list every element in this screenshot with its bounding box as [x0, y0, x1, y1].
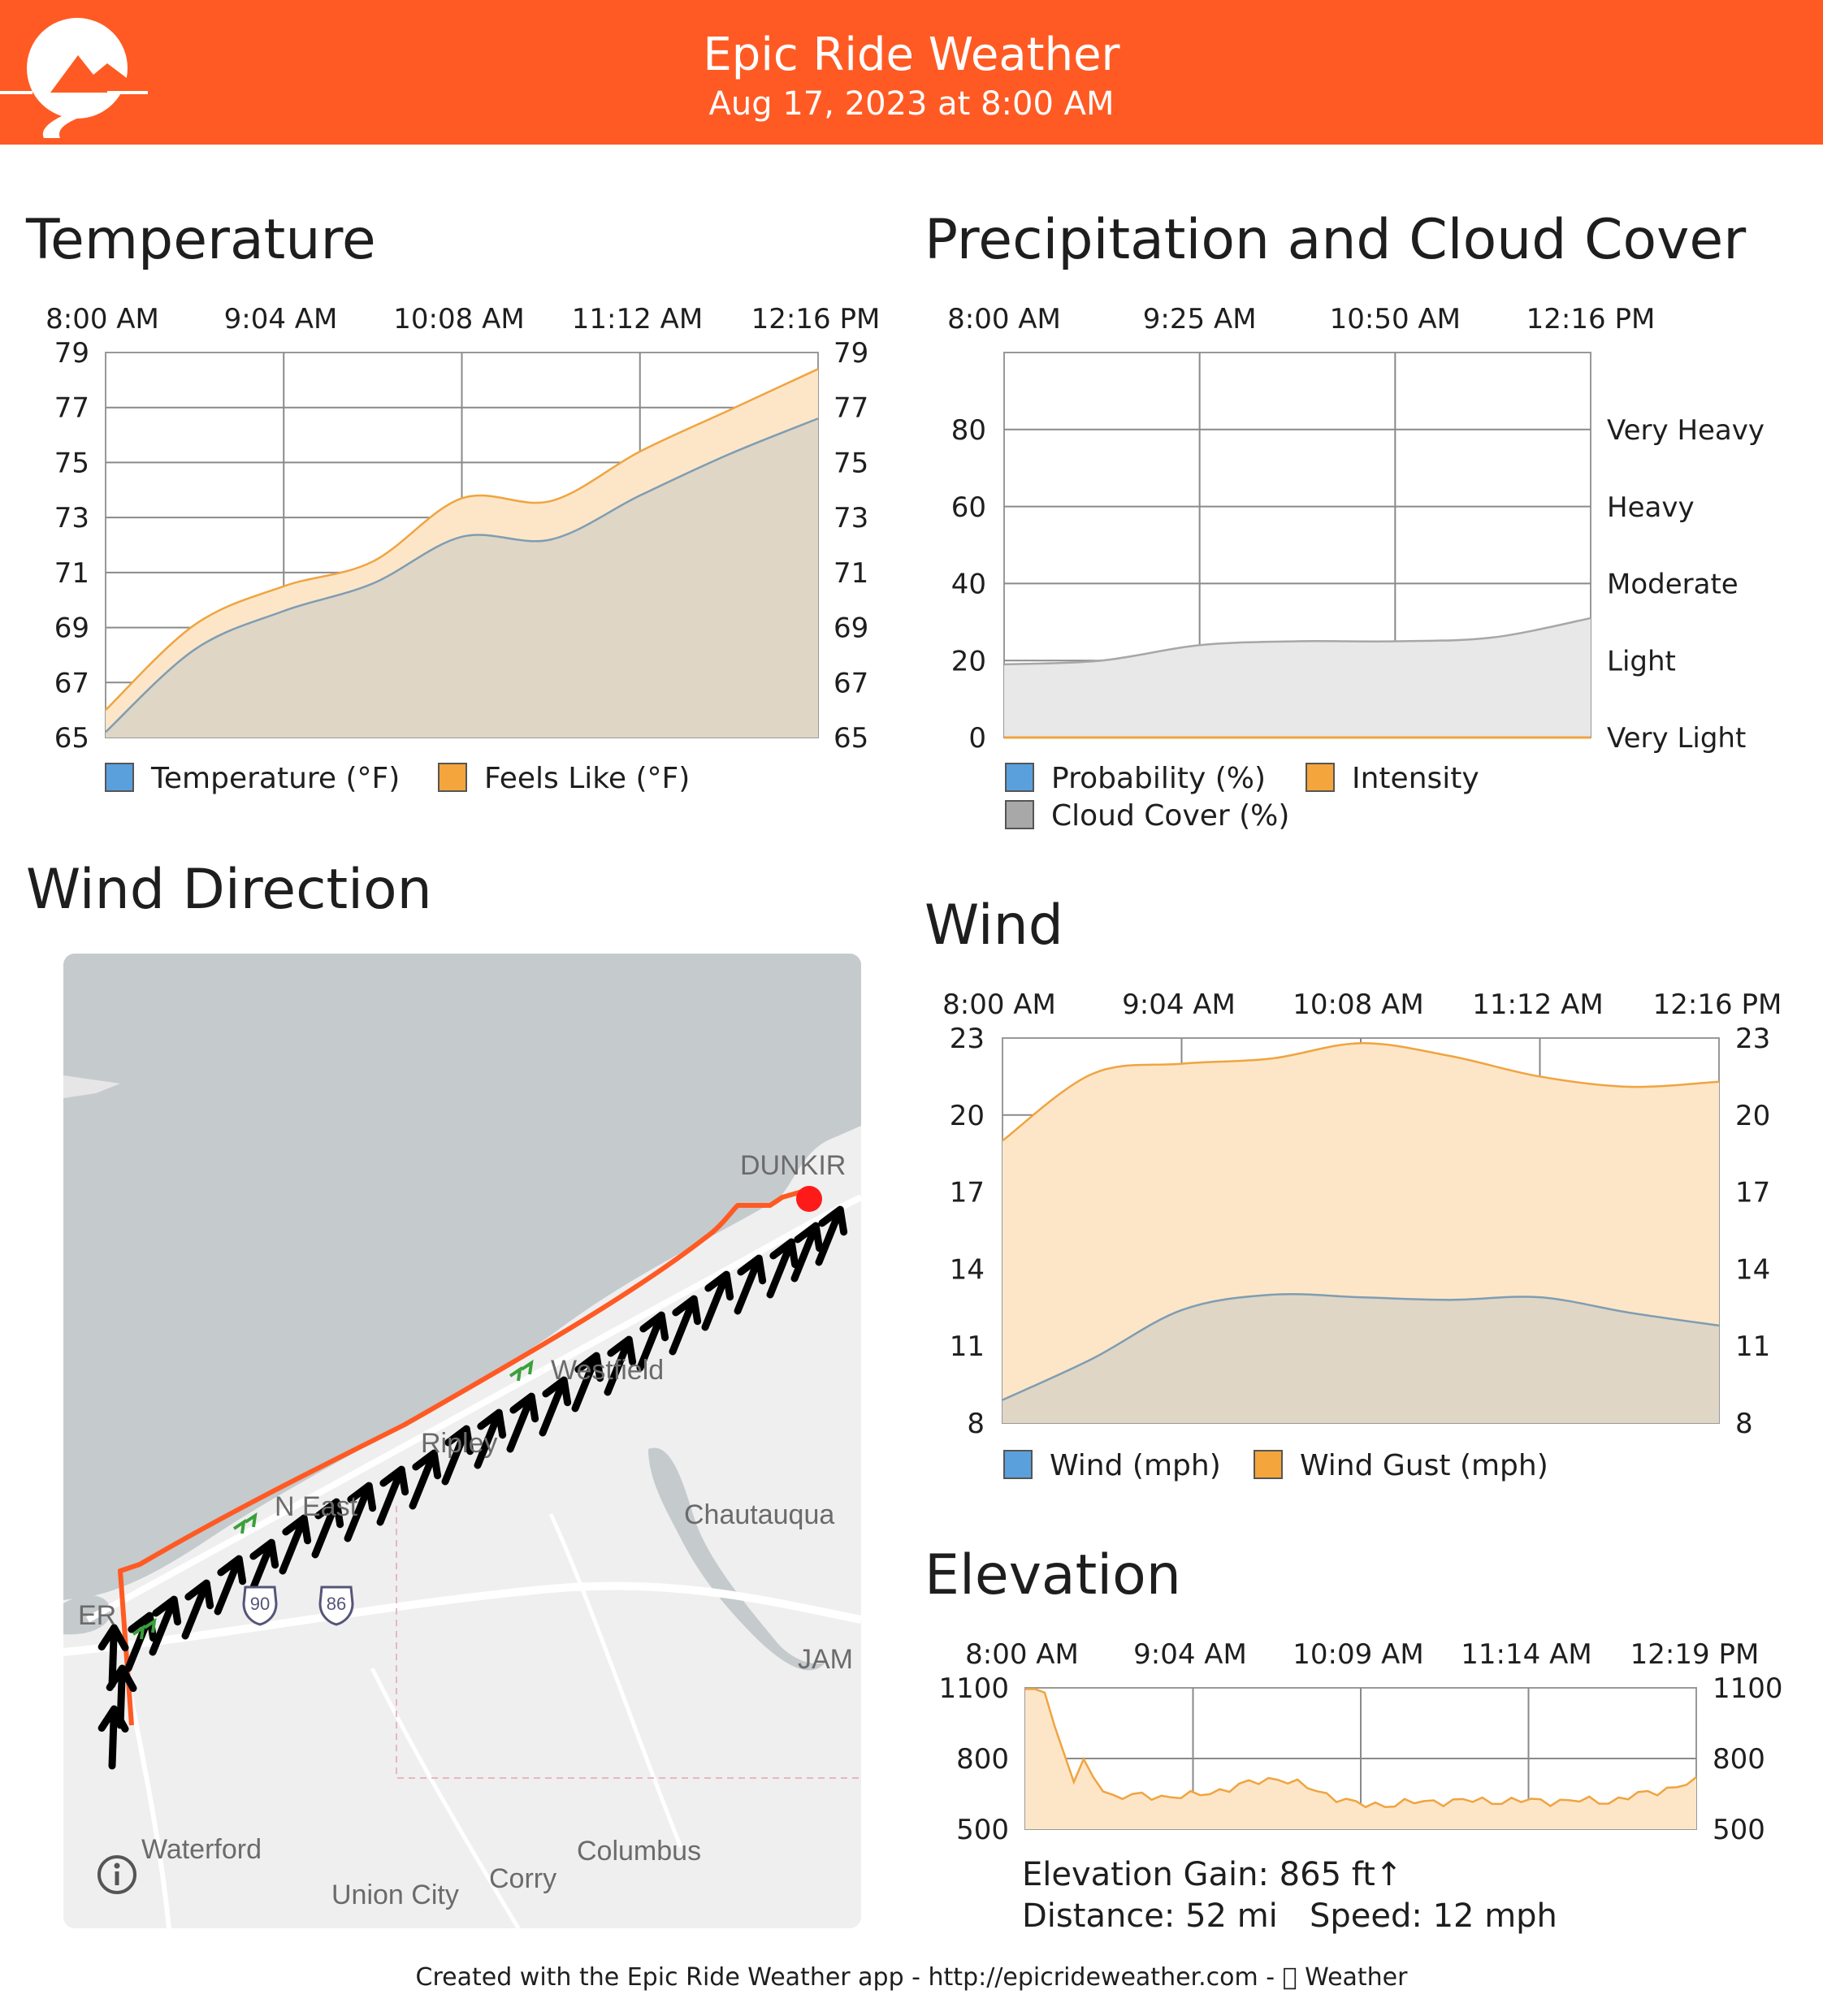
wind-right-y-tick: 20 [1735, 1099, 1771, 1132]
route-distance: Distance: 52 mi [1022, 1897, 1278, 1935]
temperature-right-y-tick: 69 [834, 612, 869, 645]
temperature-right-y-tick: 65 [834, 722, 869, 755]
interstate-86-shield [320, 1587, 353, 1624]
wind-direction-map[interactable] [63, 954, 861, 1928]
map-label-dunkirk: DUNKIR [740, 1150, 847, 1181]
wind-left-y-tick: 17 [949, 1176, 985, 1209]
app-title: Epic Ride Weather [703, 28, 1120, 81]
elevation-chart-plot-area [1025, 1688, 1696, 1829]
temperature-actual-area [106, 418, 818, 738]
precipitation-left-y-tick: 20 [950, 645, 986, 678]
precipitation-intensity-y-tick: Very Heavy [1607, 414, 1765, 447]
map-label-waterford: Waterford [141, 1834, 262, 1865]
wind-arrow-icon [510, 1396, 535, 1449]
temperature-legend-swatch [106, 764, 133, 791]
temperature-time-label: 11:12 AM [571, 303, 704, 335]
precipitation-left-y-tick: 40 [950, 568, 986, 601]
elevation-time-label: 12:19 PM [1630, 1638, 1760, 1671]
temperature-time-label: 12:16 PM [751, 303, 881, 335]
precipitation-left-y-tick: 60 [950, 491, 986, 524]
wind-arrow-icon [543, 1380, 568, 1433]
temperature-left-y-tick: 79 [54, 337, 89, 370]
temperature-title: Temperature [26, 208, 376, 272]
temperature-left-y-tick: 67 [54, 667, 89, 700]
precipitation-intensity-y-tick: Heavy [1607, 491, 1695, 524]
elevation-time-label: 8:00 AM [965, 1638, 1079, 1671]
temperature-right-y-tick: 73 [834, 502, 869, 535]
svg-text:90: 90 [249, 1594, 271, 1614]
precipitation-chart-plot-area [1004, 353, 1591, 738]
wind-left-y-tick: 20 [949, 1099, 985, 1132]
elevation-area [1025, 1689, 1696, 1829]
wind-arrow-icon [218, 1559, 243, 1612]
temperature-legend-label: Temperature (°F) [151, 762, 401, 795]
elevation-right-y-tick: 500 [1713, 1814, 1765, 1846]
precipitation-legend-swatch [1006, 764, 1033, 791]
map-label-erie: ER [78, 1600, 117, 1631]
precipitation-legend-label: Cloud Cover (%) [1051, 799, 1290, 833]
temperature-left-y-tick: 75 [54, 447, 89, 480]
precipitation-cloud-cover-line [1004, 618, 1591, 664]
precipitation-legend-label: Intensity [1352, 762, 1479, 795]
wind-time-label: 8:00 AM [942, 989, 1056, 1021]
wind-arrow-icon [770, 1242, 795, 1295]
temperature-right-y-tick: 75 [834, 447, 869, 480]
wind-left-y-tick: 11 [949, 1330, 985, 1364]
precipitation-intensity-y-tick: Moderate [1607, 568, 1739, 601]
wind-left-y-tick: 23 [949, 1023, 985, 1055]
road-columbus [551, 1514, 681, 1847]
elevation-left-y-tick: 1100 [938, 1672, 1009, 1705]
wind-arrow-icon [283, 1518, 308, 1571]
temperature-legend-swatch [439, 764, 466, 791]
elevation-time-label: 9:04 AM [1133, 1638, 1247, 1671]
wind-speed-area [1002, 1294, 1719, 1423]
state-border [396, 1506, 861, 1778]
wind-chart [942, 989, 1782, 1482]
precipitation-legend-swatch [1006, 801, 1033, 828]
temperature-time-label: 9:04 AM [223, 303, 338, 335]
precipitation-intensity-y-tick: Very Light [1607, 722, 1747, 755]
elevation-left-y-tick: 800 [956, 1743, 1009, 1776]
elevation-chart [938, 1638, 1782, 1846]
elevation-time-label: 10:09 AM [1293, 1638, 1424, 1671]
temperature-left-y-tick: 69 [54, 612, 89, 645]
wind-left-y-tick: 8 [967, 1408, 985, 1440]
temperature-left-y-tick: 65 [54, 722, 89, 755]
map-label-north-east: N East [275, 1491, 358, 1522]
map-label-union-city: Union City [331, 1880, 459, 1910]
chautauqua-lake [648, 1447, 827, 1670]
footer-credit: Created with the Epic Ride Weather app - http://epicrideweather.com - Weather [427, 1963, 1396, 1992]
temperature-left-y-tick: 77 [54, 392, 89, 425]
temperature-right-y-tick: 79 [834, 337, 869, 370]
wind-arrow-icon [380, 1469, 405, 1522]
temperature-right-y-tick: 71 [834, 556, 869, 590]
elevation-right-y-tick: 800 [1713, 1743, 1765, 1776]
temperature-chart [45, 303, 880, 795]
ride-speed: Speed: 12 mph [1310, 1897, 1557, 1935]
wind-right-y-tick: 23 [1735, 1023, 1771, 1055]
elevation-time-label: 11:14 AM [1461, 1638, 1592, 1671]
temperature-feels-like-line [106, 369, 818, 710]
wind-arrow-icon [738, 1258, 763, 1311]
wind-time-label: 10:08 AM [1293, 989, 1424, 1021]
wind-time-label: 9:04 AM [1122, 989, 1236, 1021]
temperature-time-label: 8:00 AM [45, 303, 159, 335]
temperature-left-y-tick: 71 [54, 556, 89, 590]
elevation-right-y-tick: 1100 [1713, 1672, 1783, 1705]
map-label-jamestown: JAM [798, 1644, 853, 1675]
svg-text:86: 86 [326, 1594, 347, 1614]
temperature-time-label: 10:08 AM [393, 303, 525, 335]
temperature-legend-label: Feels Like (°F) [484, 762, 691, 795]
map-label-westfield: Westfield [551, 1355, 665, 1386]
wind-arrow-icon [673, 1299, 698, 1352]
wind-gust-area [1002, 1043, 1719, 1423]
precipitation-legend-swatch [1306, 764, 1334, 791]
wind-gust-line [1002, 1043, 1719, 1140]
precipitation-intensity-y-tick: Light [1607, 645, 1676, 678]
wind-right-y-tick: 17 [1735, 1176, 1771, 1209]
report-datetime: Aug 17, 2023 at 8:00 AM [708, 85, 1115, 123]
map-label-chautauqua: Chautauqua [684, 1499, 835, 1530]
wind-legend-swatch [1004, 1451, 1032, 1478]
wind-chart-plot-area [1002, 1038, 1719, 1423]
precipitation-legend-label: Probability (%) [1051, 762, 1267, 795]
map-label-columbus: Columbus [577, 1836, 702, 1867]
map-canvas [63, 954, 861, 1928]
wind-speed-line [1002, 1294, 1719, 1400]
precipitation-chart [947, 303, 1765, 833]
route-end-marker [796, 1186, 822, 1212]
wind-right-y-tick: 8 [1735, 1408, 1753, 1440]
elevation-left-y-tick: 500 [956, 1814, 1009, 1846]
temperature-right-y-tick: 77 [834, 392, 869, 425]
wind-right-y-tick: 14 [1735, 1253, 1771, 1287]
elevation-line [1025, 1689, 1696, 1806]
precipitation-time-label: 10:50 AM [1329, 303, 1461, 335]
temperature-right-y-tick: 67 [834, 667, 869, 700]
app-header [0, 0, 1823, 145]
wind-time-label: 12:16 PM [1652, 989, 1782, 1021]
interstate-90-shield [244, 1587, 276, 1624]
precipitation-left-y-tick: 80 [950, 414, 986, 447]
elevation-title: Elevation [924, 1543, 1181, 1607]
wind-left-y-tick: 14 [949, 1253, 985, 1287]
precipitation-title: Precipitation and Cloud Cover [924, 208, 1747, 272]
wind-legend-label: Wind (mph) [1050, 1449, 1221, 1482]
info-icon[interactable] [96, 1854, 138, 1896]
elevation-gain: Elevation Gain: 865 ft↑ [1022, 1856, 1403, 1893]
precipitation-cloud-cover-area [1004, 618, 1591, 738]
wind-time-label: 11:12 AM [1472, 989, 1604, 1021]
wind-arrow-icon [185, 1583, 210, 1636]
wind-legend-swatch [1254, 1451, 1282, 1478]
precipitation-time-label: 9:25 AM [1142, 303, 1257, 335]
temperature-chart-plot-area [106, 353, 818, 738]
wind-direction-title: Wind Direction [26, 858, 432, 922]
wind-right-y-tick: 11 [1735, 1330, 1771, 1364]
precipitation-left-y-tick: 0 [968, 722, 986, 755]
temperature-left-y-tick: 73 [54, 502, 89, 535]
precipitation-time-label: 8:00 AM [947, 303, 1061, 335]
map-label-ripley: Ripley [421, 1428, 498, 1459]
temperature-actual-line [106, 418, 818, 732]
wind-legend-label: Wind Gust (mph) [1300, 1449, 1548, 1482]
temperature-feels-like-area [106, 369, 818, 738]
wind-title: Wind [924, 893, 1063, 958]
wind-arrow-icon [413, 1453, 438, 1506]
map-label-corry: Corry [489, 1863, 557, 1894]
precipitation-time-label: 12:16 PM [1526, 303, 1656, 335]
